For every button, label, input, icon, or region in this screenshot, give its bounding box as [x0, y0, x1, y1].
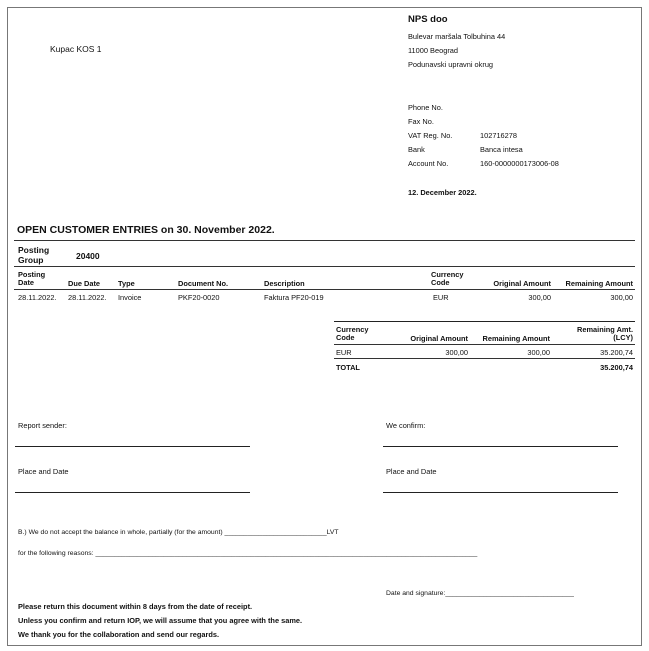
place-date-right-line — [383, 492, 618, 493]
summary-cell-remaining-amount: 300,00 — [527, 348, 550, 357]
posting-group-divider — [14, 266, 635, 267]
posting-group-label-line2: Group — [18, 255, 44, 265]
cell-document-no: PKF20-0020 — [178, 293, 220, 302]
account-label: Account No. — [408, 159, 449, 168]
col-original-amount: Original Amount — [493, 279, 551, 288]
cell-type: Invoice — [118, 293, 142, 302]
cell-currency-code: EUR — [433, 293, 449, 302]
summary-row-divider — [334, 358, 635, 359]
cell-original-amount: 300,00 — [528, 293, 551, 302]
report-title: OPEN CUSTOMER ENTRIES on 30. November 2022. — [17, 224, 275, 236]
col-type: Type — [118, 279, 135, 288]
customer-name: Kupac KOS 1 — [50, 44, 102, 54]
report-sender-line — [15, 446, 250, 447]
cell-due-date: 28.11.2022. — [68, 293, 107, 302]
posting-group-label — [18, 245, 49, 265]
col-remaining-amount: Remaining Amount — [565, 279, 633, 288]
place-date-left-label: Place and Date — [18, 467, 69, 476]
summary-col-currency-line2: Code — [336, 333, 355, 342]
cell-description: Faktura PF20-019 — [264, 293, 324, 302]
document-date: 12. December 2022. — [408, 188, 477, 197]
entries-header-divider — [14, 289, 635, 290]
summary-total-label: TOTAL — [336, 363, 360, 372]
vat-label: VAT Reg. No. — [408, 131, 453, 140]
col-description: Description — [264, 279, 305, 288]
disclaimer-line-1: B.) We do not accept the balance in whole, partially (for the amount) ___________________________LVT — [18, 529, 339, 536]
col-posting-date — [18, 271, 45, 287]
phone-label: Phone No. — [408, 103, 443, 112]
col-posting-date-line1: Posting — [18, 270, 46, 279]
company-name: NPS doo — [408, 14, 448, 25]
summary-header-divider — [334, 344, 635, 345]
footer-line-3: We thank you for the collaboration and send our regards. — [18, 630, 220, 639]
col-currency-code-line2: Code — [431, 278, 450, 287]
summary-col-currency-line1: Currency — [336, 325, 369, 334]
we-confirm-label: We confirm: — [386, 421, 426, 430]
place-date-right-label: Place and Date — [386, 467, 437, 476]
footer-line-2: Unless you confirm and return IOP, we will assume that you agree with the same. — [18, 616, 303, 625]
summary-col-remaining-lcy-line2: (LCY) — [613, 333, 633, 342]
col-currency-code-line1: Currency — [431, 270, 464, 279]
footer-line-1: Please return this document within 8 days from the date of receipt. — [18, 602, 253, 611]
cell-remaining-amount: 300,00 — [610, 293, 633, 302]
cell-posting-date: 28.11.2022. — [18, 293, 57, 302]
summary-total-value: 35.200,74 — [600, 363, 633, 372]
col-due-date: Due Date — [68, 279, 101, 288]
bank-label: Bank — [408, 145, 425, 154]
account-value: 160-0000000173006-08 — [480, 159, 559, 168]
bank-value: Banca intesa — [480, 145, 523, 154]
title-divider — [14, 240, 635, 241]
vat-value: 102716278 — [480, 131, 517, 140]
col-currency-code — [431, 271, 463, 287]
summary-col-remaining-lcy-line1: Remaining Amt. — [577, 325, 633, 334]
posting-group-value: 20400 — [76, 251, 100, 261]
summary-col-currency-code — [336, 326, 368, 342]
company-address-3: Podunavski upravni okrug — [408, 60, 494, 69]
summary-col-remaining-amount: Remaining Amount — [482, 334, 550, 343]
disclaimer-line-2: for the following reasons: _____________________________________________________________________________________________________ — [18, 550, 478, 557]
summary-top-divider — [334, 321, 635, 322]
place-date-left-line — [15, 492, 250, 493]
summary-cell-remaining-lcy: 35.200,74 — [600, 348, 633, 357]
fax-label: Fax No. — [408, 117, 434, 126]
summary-cell-currency-code: EUR — [336, 348, 352, 357]
company-address-2: 11000 Beograd — [408, 46, 458, 55]
summary-col-remaining-lcy — [560, 326, 633, 342]
summary-col-original-amount: Original Amount — [410, 334, 468, 343]
we-confirm-line — [383, 446, 618, 447]
date-signature: Date and signature:__________________________________ — [386, 590, 574, 597]
col-posting-date-line2: Date — [18, 278, 35, 287]
summary-cell-original-amount: 300,00 — [445, 348, 468, 357]
col-document-no: Document No. — [178, 279, 229, 288]
report-sender-label: Report sender: — [18, 421, 67, 430]
posting-group-label-line1: Posting — [18, 245, 50, 255]
company-address-1: Bulevar maršala Tolbuhina 44 — [408, 32, 506, 41]
